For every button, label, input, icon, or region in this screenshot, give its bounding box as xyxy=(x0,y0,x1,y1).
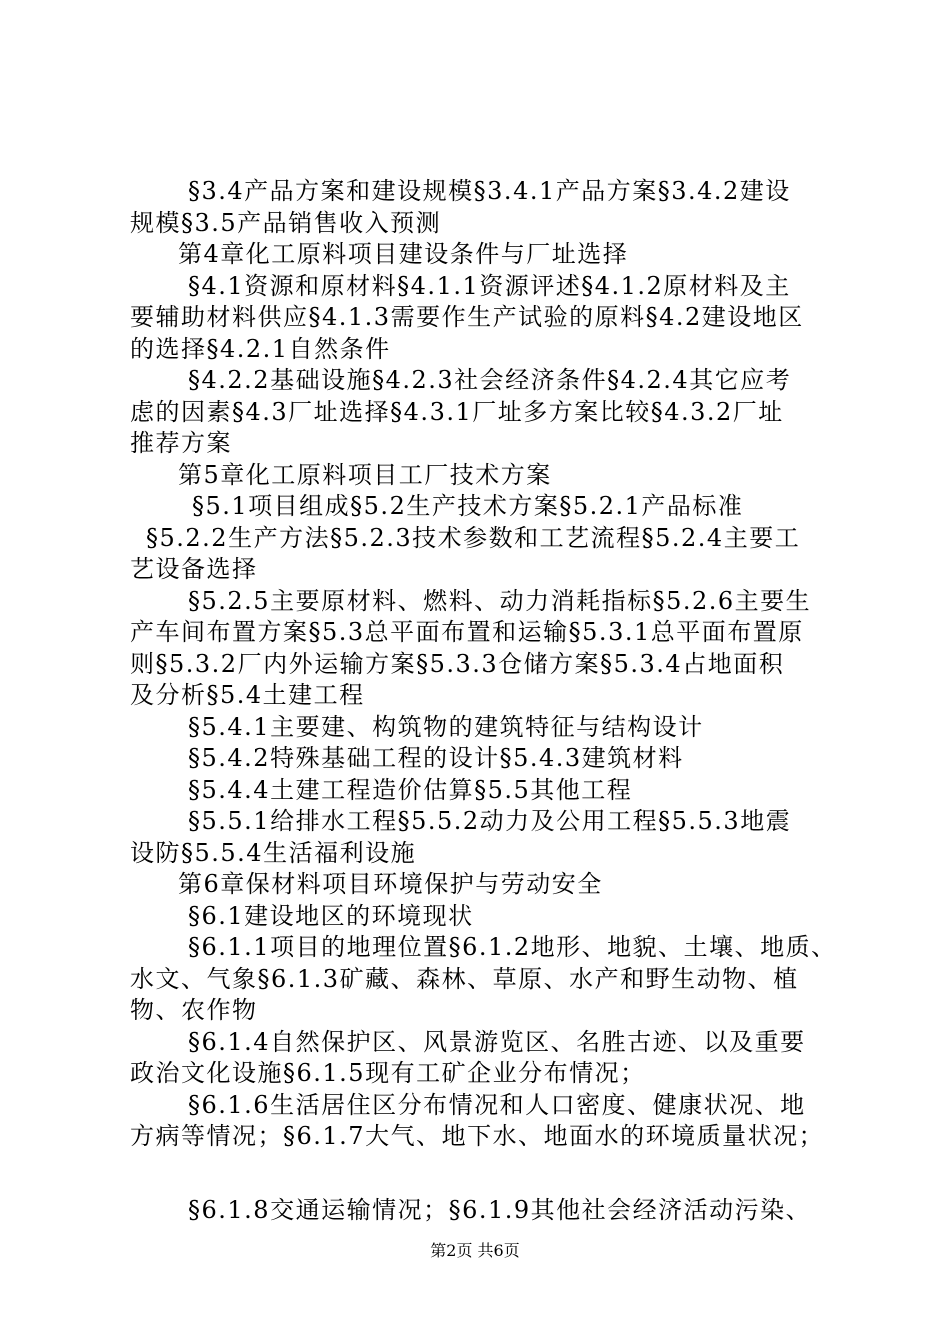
text-line: 要辅助材料供应§4.1.3需要作生产试验的原料§4.2建设地区 xyxy=(130,303,804,331)
page-number: 第2页 共6页 xyxy=(430,1241,520,1260)
text-line: §5.2.5主要原材料、燃料、动力消耗指标§5.2.6主要生 xyxy=(188,586,812,615)
text-line: §5.1项目组成§5.2生产技术方案§5.2.1产品标准 xyxy=(192,492,744,520)
document-body xyxy=(130,176,835,1226)
text-line: 虑的因素§4.3厂址选择§4.3.1厂址多方案比较§4.3.2厂址 xyxy=(130,397,784,426)
text-line: §5.2.2生产方法§5.2.3技术参数和工艺流程§5.2.4主要工 xyxy=(146,523,801,552)
text-line: §4.1资源和原材料§4.1.1资源评述§4.1.2原材料及主 xyxy=(188,271,791,300)
text-line: 水文、气象§6.1.3矿藏、森林、草原、水产和野生动物、植 xyxy=(130,964,799,993)
text-line: §6.1.8交通运输情况；§6.1.9其他社会经济活动污染、 xyxy=(188,1195,812,1224)
text-line: 方病等情况；§6.1.7大气、地下水、地面水的环境质量状况； xyxy=(130,1122,825,1150)
text-line: §6.1建设地区的环境现状 xyxy=(188,901,474,930)
text-line: 政治文化设施§6.1.5现有工矿企业分布情况； xyxy=(130,1059,646,1087)
text-line: §5.4.1主要建、构筑物的建筑特征与结构设计 xyxy=(188,712,704,741)
text-line: §3.4产品方案和建设规模§3.4.1产品方案§3.4.2建设 xyxy=(188,177,791,205)
chapter-heading: 第5章化工原料项目工厂技术方案 xyxy=(178,460,552,489)
text-line: 艺设备选择 xyxy=(130,555,258,583)
text-line: 设防§5.5.4生活福利设施 xyxy=(130,838,417,867)
text-line: §6.1.4自然保护区、风景游览区、名胜古迹、以及重要 xyxy=(188,1027,806,1056)
paragraph-gap xyxy=(130,1153,835,1195)
text-line: 产车间布置方案§5.3总平面布置和运输§5.3.1总平面布置原 xyxy=(130,618,804,646)
text-line: §6.1.6生活居住区分布情况和人口密度、健康状况、地 xyxy=(188,1090,806,1119)
text-line: 及分析§5.4土建工程 xyxy=(130,681,365,709)
chapter-heading: 第4章化工原料项目建设条件与厂址选择 xyxy=(178,240,629,268)
text-line: 的选择§4.2.1自然条件 xyxy=(130,334,391,363)
text-line: §6.1.1项目的地理位置§6.1.2地形、地貌、土壤、地质、 xyxy=(188,933,837,961)
text-line: 物、农作物 xyxy=(130,996,258,1024)
text-line: 则§5.3.2厂内外运输方案§5.3.3仓储方案§5.3.4占地面积 xyxy=(130,649,785,678)
text-line: §4.2.2基础设施§4.2.3社会经济条件§4.2.4其它应考 xyxy=(188,366,792,394)
text-line: §5.5.1给排水工程§5.5.2动力及公用工程§5.5.3地震 xyxy=(188,807,792,835)
text-line: §5.4.2特殊基础工程的设计§5.4.3建筑材料 xyxy=(188,744,684,772)
chapter-heading: 第6章保材料项目环境保护与劳动安全 xyxy=(178,870,603,898)
text-line: 规模§3.5产品销售收入预测 xyxy=(130,208,442,237)
text-line: §5.4.4土建工程造价估算§5.5其他工程 xyxy=(188,775,633,804)
text-line: 推荐方案 xyxy=(130,429,232,457)
